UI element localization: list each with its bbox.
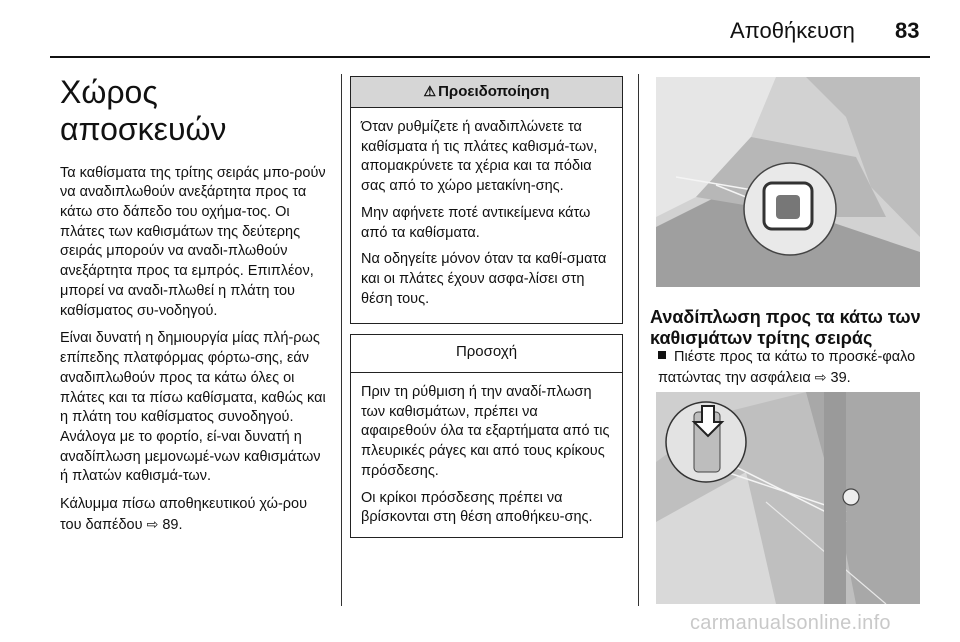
warning-paragraph: Μην αφήνετε ποτέ αντικείμενα κάτω από τα καθίσματα. [361,204,591,241]
flat-platform-paragraph: Είναι δυνατή η δημιουργία μίας πλή-ρως επίπεδης πλατφόρμας φόρτω-σης, εάν αναδιπλωθούν προς τα κάτω όλες οι πλάτες και τα πίσω καθίσματα, καθώς και η πλάτη του καθίσματος συνοδηγού. Ανάλογα με το φορτίο, εί-ναι δυνατή η αναδίπλωση μεμονωμέ-νων καθισμάτων ή πλατών καθισμά-των. [60,330,326,485]
luggage-compartment-heading: Χώρος αποσκευών [60,74,227,147]
warning-paragraph: Όταν ρυθμίζετε ή αναδιπλώνετε τα καθίσματα ή τις πλάτες καθισμά-των, απομακρύνετε τα χέρια και τα πόδια σας από το χώρο μετακίνη-σης. [361,119,598,195]
headrest-release-photo [656,392,920,604]
warning-body [351,108,622,322]
warning-paragraph: Να οδηγείτε μόνον όταν τα καθί-σματα και οι πλάτες έχουν ασφα-λίσει στη θέση τους. [361,251,607,307]
warning-title: Προειδοποίηση [438,83,550,100]
luggage-floor-photo [656,77,920,287]
caution-header: Προσοχή [351,335,622,373]
cover-reference-paragraph [60,495,332,535]
header-rule [50,56,930,58]
fold-third-row-heading: Αναδίπλωση προς τα κάτω των καθισμάτων τρίτης σειράς [650,307,921,349]
intro-paragraph: Τα καθίσματα της τρίτης σειράς μπο-ρούν να αναδιπλωθούν ανεξάρτητα προς τα κάτω στο δάπεδο του οχήμα-τος. Οι πλάτες των καθισμάτων της δεύτερης σειράς μπορούν να αναδι-πλωθούν ανεξάρτητα προς τα εμπρός. Επιπλέον, μπορεί να αναδι-πλωθεί η πλάτη του καθίσματος συ-νοδηγού. [60,164,326,319]
instruction-text: Πιέστε προς τα κάτω το προσκέ-φαλο πατώντας την ασφάλεια [658,349,916,386]
caution-paragraph: Οι κρίκοι πρόσδεσης πρέπει να βρίσκονται στη θέση αποθήκευ-σης. [361,489,593,526]
watermark: carmanualsonline.info [690,612,891,634]
caution-paragraph: Πριν τη ρύθμιση ή την αναδί-πλωση των καθισμάτων, πρέπει να αφαιρεθούν όλα τα εξαρτήματα από τις πλευρικές ράγες και από τους κρίκους πρόσδεσης. [361,384,610,479]
cross-reference-arrow-icon: ⇨ [814,368,827,385]
section-title: Αποθήκευση [730,18,855,43]
warning-header [351,77,622,108]
page-number: 83 [895,18,920,43]
caution-body [351,373,622,541]
column-divider [341,74,342,606]
cover-reference-text: Κάλυμμα πίσω αποθηκευτικού χώ-ρου του δαπέδου [60,496,308,533]
headrest-illustration [656,392,920,604]
column-1 [60,74,332,544]
warning-triangle-icon: ⚠ [423,83,437,99]
column-divider [638,74,639,606]
cross-reference-page[interactable]: 89. [162,516,183,533]
bullet-square-icon [658,351,666,359]
caution-box [350,334,623,538]
warning-box [350,76,623,324]
luggage-floor-illustration [656,77,920,287]
instruction-bullet [658,348,928,388]
cross-reference-arrow-icon: ⇨ [146,515,159,532]
cross-reference-page[interactable]: 39. [830,369,851,386]
